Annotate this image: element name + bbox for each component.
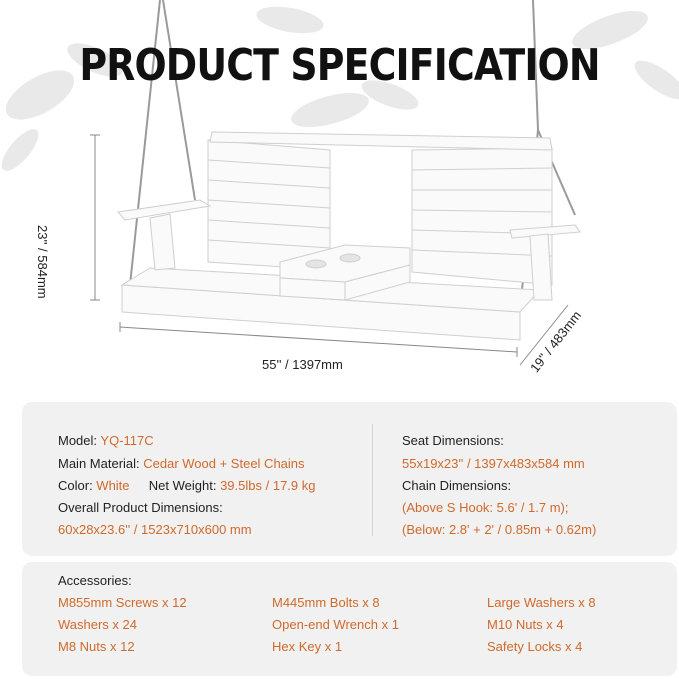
- accessories-label: Accessories:: [58, 573, 132, 588]
- swing-bench: [118, 132, 580, 340]
- chain-label: Chain Dimensions:: [402, 478, 512, 493]
- divider: [372, 424, 373, 536]
- model-label: Model:: [58, 433, 101, 448]
- width-dimension: 55'' / 1397mm: [262, 357, 343, 372]
- accessory-item: M10 Nuts x 4: [487, 617, 564, 632]
- chain-above-value: (Above S Hook: 5.6' / 1.7 m);: [402, 500, 569, 515]
- accessory-item: M445mm Bolts x 8: [272, 595, 380, 610]
- model-row: [58, 433, 154, 448]
- accessory-item: Hex Key x 1: [272, 639, 343, 654]
- material-row: [58, 456, 305, 471]
- height-dimension: 23'' / 584mm: [35, 225, 50, 299]
- material-label: Main Material:: [58, 456, 144, 471]
- seat-value: 55x19x23'' / 1397x483x584 mm: [402, 456, 585, 471]
- weight-value: 39.5lbs / 17.9 kg: [220, 478, 316, 493]
- accessory-item: Open-end Wrench x 1: [272, 617, 399, 632]
- overall-label: Overall Product Dimensions:: [58, 500, 223, 515]
- accessory-item: Safety Locks x 4: [487, 639, 583, 654]
- chain-below-value: (Below: 2.8' + 2' / 0.85m + 0.62m): [402, 522, 597, 537]
- color-value: White: [96, 478, 130, 493]
- page-title: PRODUCT SPECIFICATION: [79, 40, 600, 91]
- overall-value: 60x28x23.6'' / 1523x710x600 mm: [58, 522, 252, 537]
- color-weight-row: [58, 478, 315, 493]
- weight-label: Net Weight:: [148, 478, 221, 493]
- material-value: Cedar Wood + Steel Chains: [143, 456, 305, 471]
- depth-dimension: 19'' / 483mm: [527, 307, 585, 376]
- accessory-item: Large Washers x 8: [487, 595, 596, 610]
- accessory-item: M855mm Screws x 12: [58, 595, 187, 610]
- accessory-item: M8 Nuts x 12: [58, 639, 135, 654]
- accessory-item: Washers x 24: [58, 617, 137, 632]
- color-label: Color:: [58, 478, 97, 493]
- seat-label: Seat Dimensions:: [402, 433, 504, 448]
- model-value: YQ-117C: [100, 433, 154, 448]
